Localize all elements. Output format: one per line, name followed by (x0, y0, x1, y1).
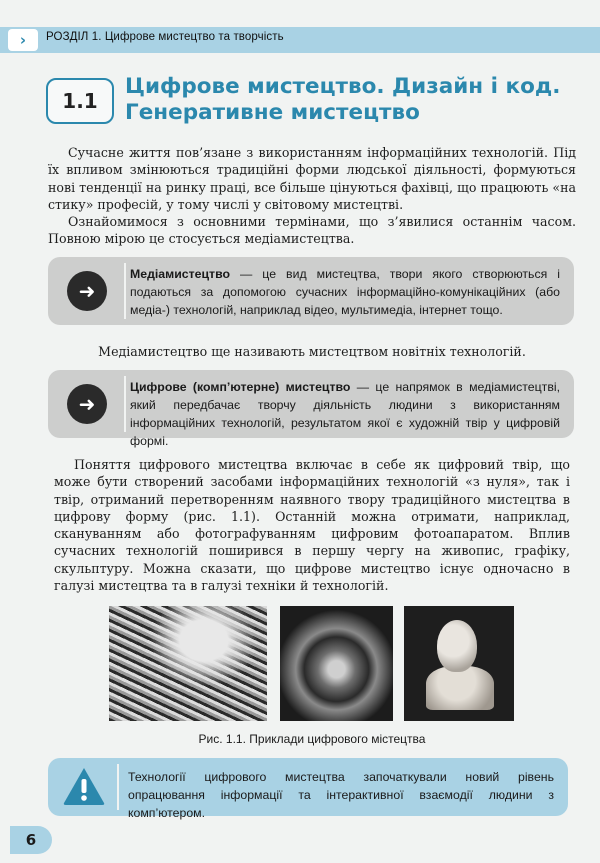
figure-image-bust (404, 606, 514, 721)
definition-box-digital-art (48, 370, 574, 448)
section-number: 1.1 (46, 78, 114, 124)
divider (124, 376, 126, 432)
definition-box-media-art (48, 257, 574, 325)
definition-term: Цифрове (комп’ютерне) мистецтво (130, 380, 351, 394)
divider (117, 764, 119, 810)
definition-text (130, 265, 560, 319)
definition-body: — це напрямок в медіамистецтві, який передбачає творчу діяльність людини з використанням інформаційних технологій, результатом якої є художній твір у цифровій формі. (130, 380, 560, 448)
definition-text (130, 378, 560, 450)
figure-image-landscape (109, 606, 267, 721)
media-art-note: Медіамистецтво ще називають мистецтвом новітніх технологій. (98, 344, 526, 359)
paragraph-intro: Сучасне життя пов’язане з використанням інформаційних технологій. Під їх впливом змінюються традиційні форми людської діяльності, формуються нові тенденції на ринку праці, все більше цінуються фахівці, що працюють «на стику» професій, у тому числі у світовому мистецтві. (48, 145, 576, 212)
paragraph-digital-art: Поняття цифрового мистецтва включає в себе як цифровий твір, що може бути створений засобами інформаційних технологій «з нуля», так і твір, отриманий перетворенням наявного твору традиційного мистецтва в цифрову форму (рис. 1.1). Останній можна отримати, наприклад, скануванням або фотографуванням цифровим фотоапаратом. Вплив сучасних технологій поширився в першу чергу на живопис, графіку, скульптуру. Можна сказати, що цифрове мистецтво існує одночасно в галузі мистецтва та в галузі техніки й технологій. (54, 457, 570, 594)
paragraph-terms: Ознайомимося з основними термінами, що з’явилися останнім часом. Повною мірою це стосується медіамистецтва. (48, 214, 576, 247)
chapter-title: РОЗДІЛ 1. Цифрове мистецтво та творчість (46, 31, 284, 43)
chapter-header (0, 27, 600, 53)
section-title: Цифрове мистецтво. Дизайн і код. Генеративне мистецтво (125, 74, 561, 125)
chevron-right-icon: › (8, 29, 38, 51)
warning-icon (62, 766, 106, 806)
figure-caption: Рис. 1.1. Приклади цифрового містецтва (198, 732, 426, 746)
notice-text: Технології цифрового мистецтва започаткували новий рівень опрацювання інформації та інтерактивної взаємодії людини з комп’ютером. (128, 770, 554, 820)
arrow-right-icon: ➜ (67, 271, 107, 311)
figure-image-face (280, 606, 393, 721)
divider (124, 263, 126, 319)
definition-term: Медіамистецтво (130, 267, 230, 281)
page-number: 6 (10, 826, 52, 854)
arrow-right-icon: ➜ (67, 384, 107, 424)
bust-body (426, 666, 494, 710)
bust-head (437, 620, 477, 672)
definition-body: — це вид мистецтва, твори якого створюються і подаються за допомогою сучасних інформаційно-комунікаційних (або медіа-) технологій, наприклад відео, мультимедіа, інтернет тощо. (130, 267, 560, 317)
notice-box (48, 758, 568, 820)
